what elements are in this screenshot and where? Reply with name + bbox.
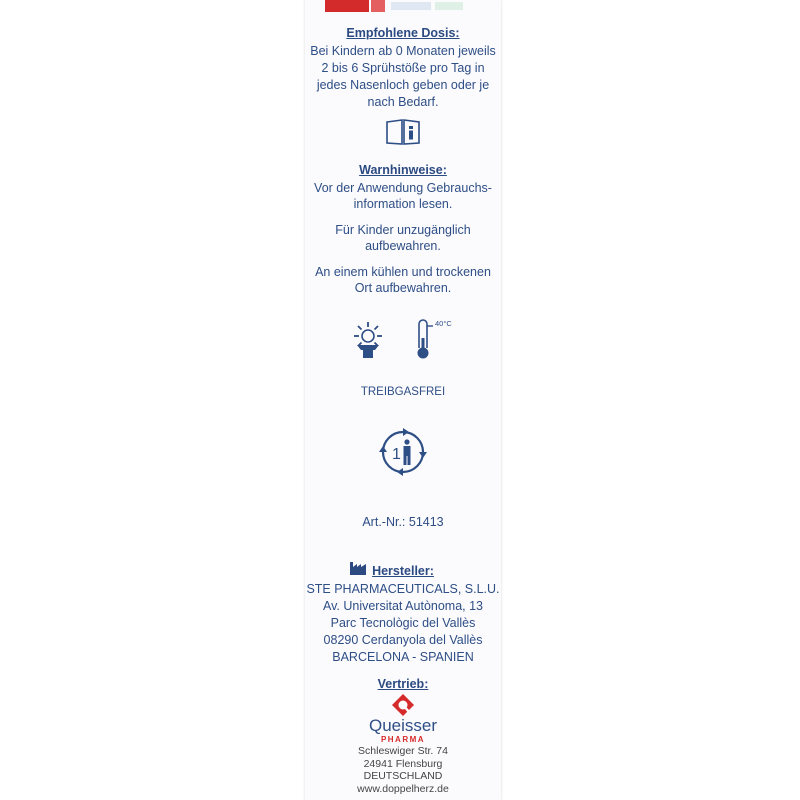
article-number: Art.-Nr.: 51413 xyxy=(362,515,444,529)
package-top-edge xyxy=(305,0,501,14)
manufacturer-line: 08290 Cerdanyola del Vallès xyxy=(323,633,483,647)
warning-line: Ort aufbewahren. xyxy=(354,281,452,295)
warnings-heading: Warnhinweise: xyxy=(359,163,447,177)
keep-away-from-sunlight-icon xyxy=(345,320,391,362)
dosage-line: Bei Kindern ab 0 Monaten jeweils xyxy=(310,44,496,58)
distributor-heading: Vertrieb: xyxy=(377,677,429,691)
single-patient-use-icon xyxy=(378,427,428,477)
warning-line: aufbewahren. xyxy=(365,239,441,253)
temperature-label: 40°C xyxy=(435,319,452,328)
distributor-address-line: DEUTSCHLAND xyxy=(363,770,443,782)
warning-line: Für Kinder unzugänglich xyxy=(335,223,471,237)
manufacturer-line: BARCELONA - SPANIEN xyxy=(332,650,474,664)
manufacturer-line: Av. Universitat Autònoma, 13 xyxy=(322,599,484,613)
distributor-address-line: 24941 Flensburg xyxy=(363,758,443,770)
manufacturer-line: STE PHARMACEUTICALS, S.L.U. xyxy=(306,582,500,596)
manufacturer-heading: Hersteller: xyxy=(372,564,434,578)
distributor-logo-name: Queisser xyxy=(368,716,438,735)
svg-text:1: 1 xyxy=(392,446,401,463)
distributor-website: www.doppelherz.de xyxy=(357,783,449,795)
dosage-line: 2 bis 6 Sprühstöße pro Tag in xyxy=(321,61,485,75)
dosage-heading: Empfohlene Dosis: xyxy=(346,26,460,40)
dosage-line: jedes Nasenloch geben oder je xyxy=(316,78,490,92)
warning-line: An einem kühlen und trockenen xyxy=(315,265,491,279)
queisser-logo-icon xyxy=(390,693,416,717)
distributor-address-line: Schleswiger Str. 74 xyxy=(358,745,448,757)
warning-line: information lesen. xyxy=(353,197,453,211)
distributor-logo-sub: PHARMA xyxy=(380,735,426,744)
manufacturer-line: Parc Tecnològic del Vallès xyxy=(330,616,476,630)
package-side-panel xyxy=(305,0,501,800)
dosage-line: nach Bedarf. xyxy=(367,95,439,109)
warning-line: Vor der Anwendung Gebrauchs- xyxy=(314,181,492,195)
info-booklet-icon xyxy=(385,118,421,146)
propellant-free-label: TREIBGASFREI xyxy=(360,386,446,398)
